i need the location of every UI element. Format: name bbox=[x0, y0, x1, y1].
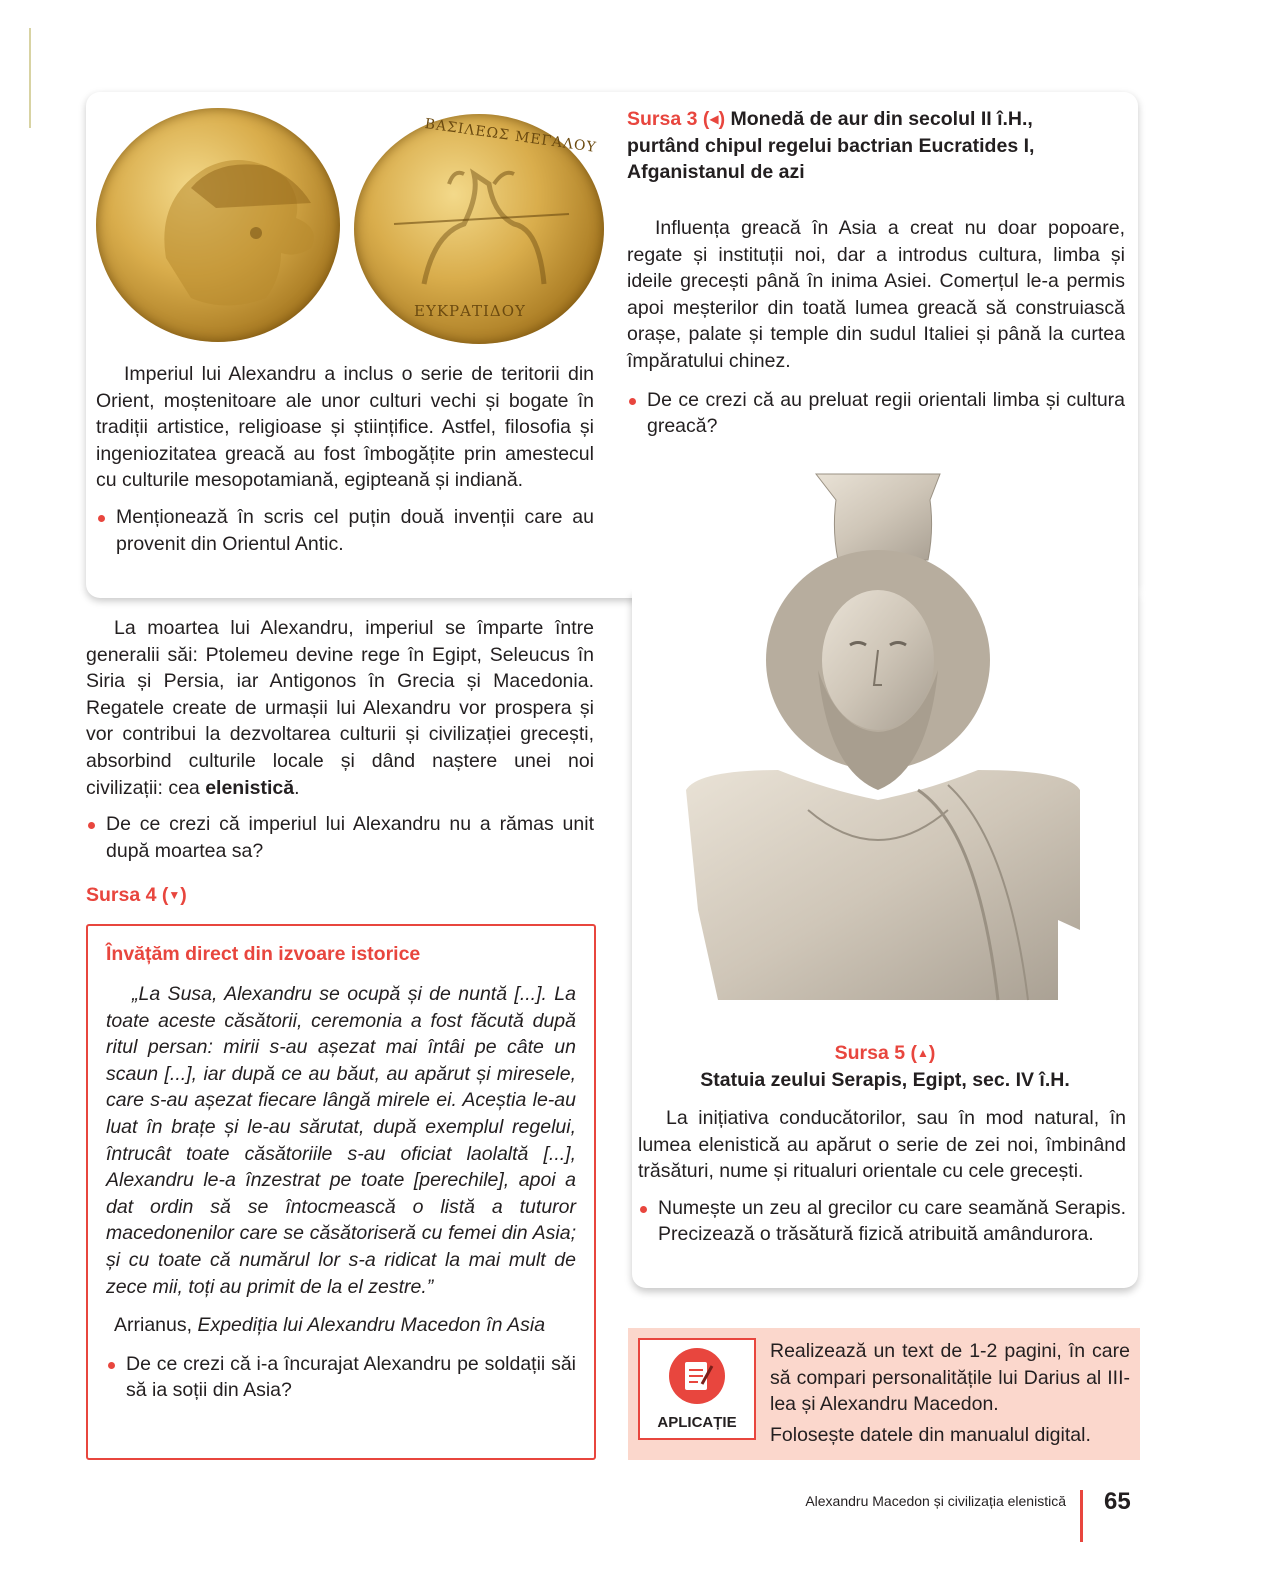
caret-down-icon: ▼ bbox=[168, 888, 181, 902]
source3-caption: Sursa 3 (◀) Monedă de aur din secolul II î.H., purtând chipul regelui bactrian Eucratides I, Afganistanul de azi bbox=[627, 108, 1035, 184]
alexander-death-paragraph: La moartea lui Alexandru, imperiul se împarte între generalii săi: Ptolemeu devine rege în Egipt, Seleucus în Siria și Persia, iar Antigonos în Grecia și Macedonia. Regatele create de urmașii lui Alexandru vor prospera și vor contribui la dezvoltarea culturii și civilizației grecești, absorbind culturile locale și dând naștere unei noi civilizații: cea elenistică. bbox=[86, 617, 594, 799]
serapis-question: Numește un zeu al grecilor cu care seamănă Serapis. Precizează o trăsătură fizică atribuită amândurora. bbox=[638, 1195, 1126, 1248]
coin-inscription-top: ΒΑΣΙΛΕΩΣ ΜΕΓΑΛΟΥ bbox=[423, 116, 598, 156]
right-top-text bbox=[627, 215, 1125, 440]
source3-caption-line1: Monedă de aur din secolul II î.H., bbox=[730, 108, 1033, 130]
source3-label: Sursa 3 ( bbox=[627, 108, 710, 130]
source5-label: Sursa 5 ( bbox=[834, 1042, 917, 1064]
source5-text bbox=[638, 1105, 1126, 1248]
source4-label-row: Sursa 4 (▼) bbox=[86, 884, 187, 906]
application-icon-label: APLICAȚIE bbox=[657, 1414, 737, 1431]
hellenistic-term: elenistică bbox=[205, 776, 295, 799]
coin-reverse bbox=[354, 114, 604, 344]
oriental-kings-question: De ce crezi că au preluat regii orientali limba și cultura greacă? bbox=[627, 387, 1125, 440]
serapis-statue-image bbox=[678, 470, 1088, 1010]
coin-obverse bbox=[96, 108, 340, 342]
quote-work-title: Expediția lui Alexandru Macedon în Asia bbox=[197, 1314, 546, 1337]
caret-left-icon: ◀ bbox=[709, 112, 719, 126]
source3-caption-line3: Afganistanul de azi bbox=[627, 161, 805, 184]
quote-attribution: Arrianus, Expediția lui Alexandru Macedon în Asia bbox=[114, 1314, 546, 1337]
source3-caption-line2: purtând chipul regelui bactrian Eucratides I, bbox=[627, 134, 1035, 157]
empire-orient-paragraph: Imperiul lui Alexandru a inclus o serie de teritorii din Orient, moștenitoare ale unor culturi vechi și bogate în tradiții artistice, religioase și științifice. Astfel, filosofia și ingeniozitatea greacă au fost îmbogățite prin amestecul cu culturile mesopotamiană, egipteană și indiană. bbox=[96, 363, 594, 492]
application-text-digital: Folosește datele din manualul digital. bbox=[770, 1424, 1091, 1446]
left-top-text bbox=[96, 361, 594, 557]
caret-up-icon: ▲ bbox=[916, 1046, 929, 1060]
inventions-question: Menționează în scris cel puțin două invenții care au provenit din Orientul Antic. bbox=[96, 504, 594, 557]
asian-wives-question: De ce crezi că i-a încurajat Alexandru pe soldații săi să ia soții din Asia? bbox=[106, 1351, 576, 1404]
new-gods-paragraph: La inițiativa conducătorilor, sau în mod natural, în lumea elenistică au apărut o serie de zei noi, îmbinând trăsături, nume și ritualuri orientale cu cele grecești. bbox=[638, 1107, 1126, 1183]
footer-chapter-title: Alexandru Macedon și civilizația elenistică bbox=[805, 1493, 1066, 1509]
margin-line bbox=[29, 28, 31, 128]
empire-unity-question: De ce crezi că imperiul lui Alexandru nu a rămas unit după moartea sa? bbox=[86, 811, 594, 864]
source4-content bbox=[106, 941, 576, 1404]
susa-quote: „La Susa, Alexandru se ocupă și de nuntă [...]. La toate aceste căsătorii, ceremonia a fost făcută după ritul persan: mirii s-au așezat mai întâi pe câte un scaun [...], iar după ce au băut, au apărut și miresele, care s-au așezat fiecare lângă mirele ei. Aceștia le-au luat în brațe și le-au sărutat, după exemplul regelui, întrucât toate căsătoriile s-au oficiat laolaltă [...], Alexandru le-a înzestrat pe toate [perechile], apoi a dat ordin să se întocmească o listă a tuturor macedonenilor care se căsătoriseră cu femei din Asia; și cu toate că numărul lor s-a ridicat la mai mult de zece mii, toți au primit de la el zestre.” bbox=[106, 983, 576, 1298]
page-number: 65 bbox=[1104, 1488, 1131, 1515]
serapis-caption: Statuia zeului Serapis, Egipt, sec. IV î.H. bbox=[700, 1068, 1070, 1091]
application-icon-box bbox=[638, 1338, 756, 1440]
gold-coin-image bbox=[96, 108, 608, 344]
application-box bbox=[628, 1328, 1140, 1460]
source4-label: Sursa 4 ( bbox=[86, 884, 169, 906]
footer-divider bbox=[1080, 1490, 1083, 1542]
left-middle-text bbox=[86, 615, 594, 864]
document-pen-icon bbox=[640, 1340, 754, 1410]
coin-inscription-bottom: ΕΥΚΡΑΤΙΔΟΥ bbox=[414, 302, 526, 320]
source5-caption: Sursa 5 (▲) Statuia zeului Serapis, Egipt, sec. IV î.H. bbox=[632, 1040, 1138, 1093]
source4-box-title: Învățăm direct din izvoare istorice bbox=[106, 943, 421, 965]
application-text: Realizează un text de 1-2 pagini, în care să compari personalitățile lui Darius al III-lea și Alexandru Macedon. bbox=[770, 1340, 1130, 1416]
greek-influence-paragraph: Influența greacă în Asia a creat nu doar popoare, regate și instituții noi, dar a introdus cultura, limba și ideile grecești până în inima Asiei. Comerțul le-a permis apoi meșterilor din toată lumea greacă să construiască orașe, palate și temple din sudul Italiei și până la curtea împăratului chinez. bbox=[627, 217, 1125, 372]
